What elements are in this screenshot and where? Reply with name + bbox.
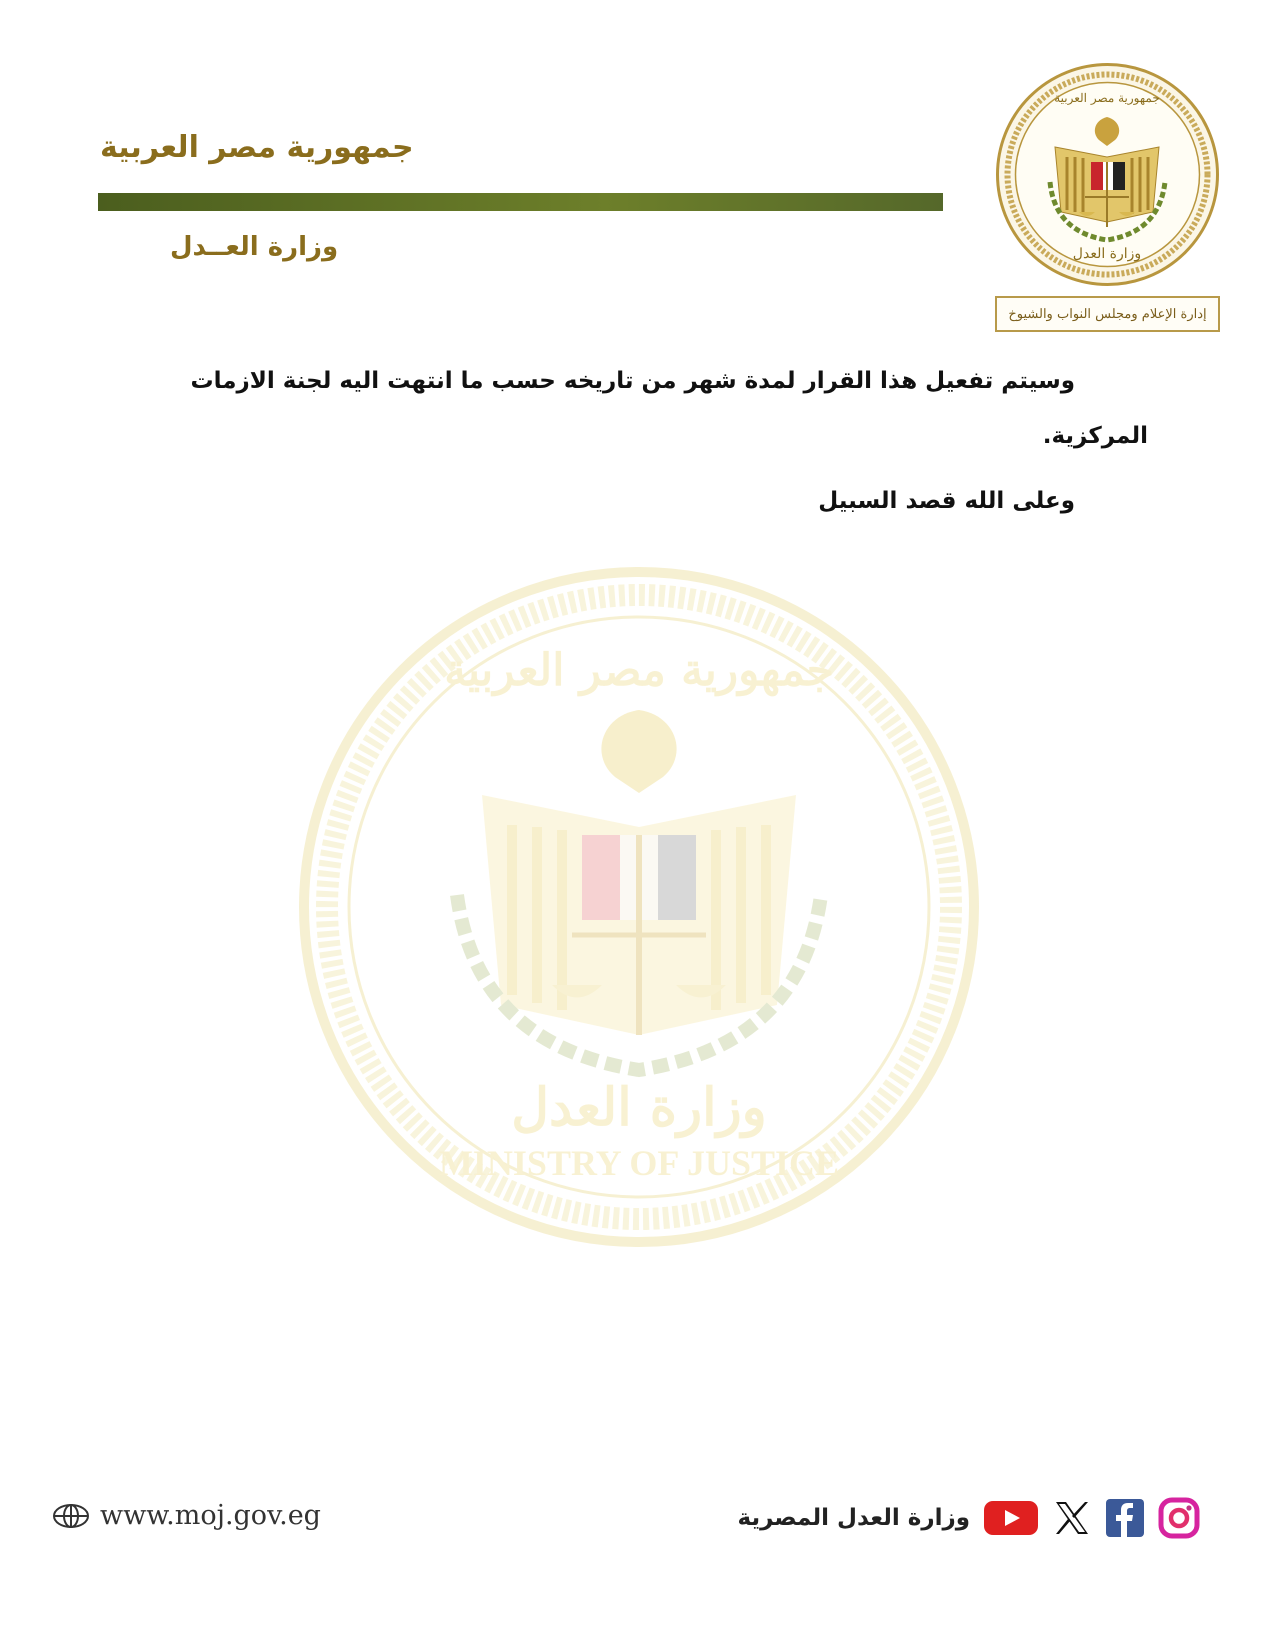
website-link[interactable] [52, 1500, 321, 1531]
social-footer [700, 1495, 1200, 1541]
svg-text:وزارة العدل: وزارة العدل [1072, 246, 1142, 262]
body-line-2: المركزية. [1042, 423, 1148, 449]
ministry-title: وزارة العــدل [170, 232, 339, 262]
youtube-icon[interactable] [984, 1501, 1038, 1535]
seal-banner-text: إدارة الإعلام ومجلس النواب والشيوخ [1008, 306, 1207, 322]
ministry-seal-watermark [297, 565, 982, 1250]
footer-ministry-name: وزارة العدل المصرية [737, 1505, 970, 1531]
seal-banner [995, 296, 1220, 332]
watermark-ar-text: وزارة العدل [511, 1077, 767, 1138]
closing-line: وعلى الله قصد السبيل [818, 488, 1075, 514]
body-line-1: وسيتم تفعيل هذا القرار لمدة شهر من تاريخه حسب ما انتهت اليه لجنة الازمات [190, 368, 1075, 394]
header-divider-bar [98, 193, 943, 211]
country-title: جمهورية مصر العربية [100, 130, 414, 165]
instagram-icon[interactable] [1158, 1497, 1200, 1539]
ministry-seal-logo [995, 62, 1220, 287]
facebook-icon[interactable] [1106, 1499, 1144, 1537]
x-icon[interactable] [1052, 1498, 1092, 1538]
svg-text:جمهورية مصر العربية: جمهورية مصر العربية [1054, 91, 1160, 105]
watermark-top-text: جمهورية مصر العربية [444, 645, 834, 696]
globe-icon [52, 1503, 90, 1529]
website-text: www.moj.gov.eg [100, 1500, 321, 1531]
watermark-en-text: MINISTRY OF JUSTICE [438, 1143, 840, 1183]
